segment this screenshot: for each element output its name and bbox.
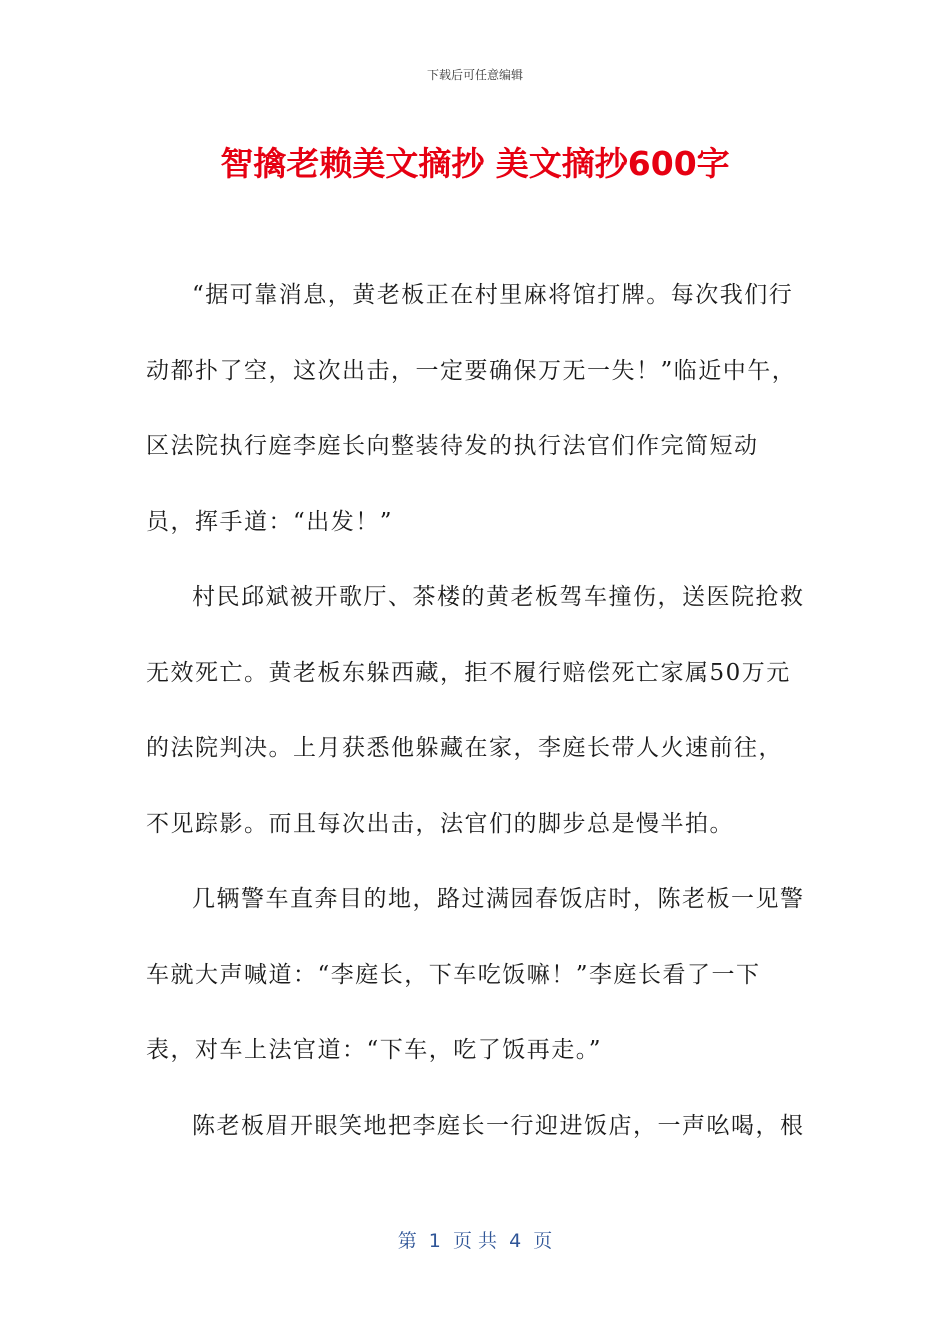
paragraph-2: 村民邱斌被开歌厅、茶楼的黄老板驾车撞伤，送医院抢救无效死亡。黄老板东躲西藏，拒不履行赔偿死亡家属50万元的法院判决。上月获悉他躲藏在家，李庭长带人火速前往，不见踪影。而且每次出击，法官们的脚步总是慢半拍。 xyxy=(146,584,805,837)
header-note: 下载后可任意编辑 xyxy=(426,68,523,82)
paragraph-3: 几辆警车直奔目的地，路过满园春饭店时，陈老板一见警车就大声喊道：“李庭长，下车吃饭嘛！”李庭长看了一下表，对车上法官道：“下车，吃了饭再走。” xyxy=(146,886,805,1063)
document-title: 智擒老赖美文摘抄 美文摘抄600字 xyxy=(220,144,730,183)
page-footer: 第 1 页 共 4 页 xyxy=(397,1230,553,1252)
paragraph-4: 陈老板眉开眼笑地把李庭长一行迎进饭店，一声吆喝，根 xyxy=(192,1112,805,1139)
paragraph-1: “据可靠消息，黄老板正在村里麻将馆打牌。每次我们行动都扑了空，这次出击，一定要确保万无一失！”临近中午，区法院执行庭李庭长向整装待发的执行法官们作完简短动员，挥手道：“出发！” xyxy=(146,282,797,535)
document-body xyxy=(146,258,806,1164)
